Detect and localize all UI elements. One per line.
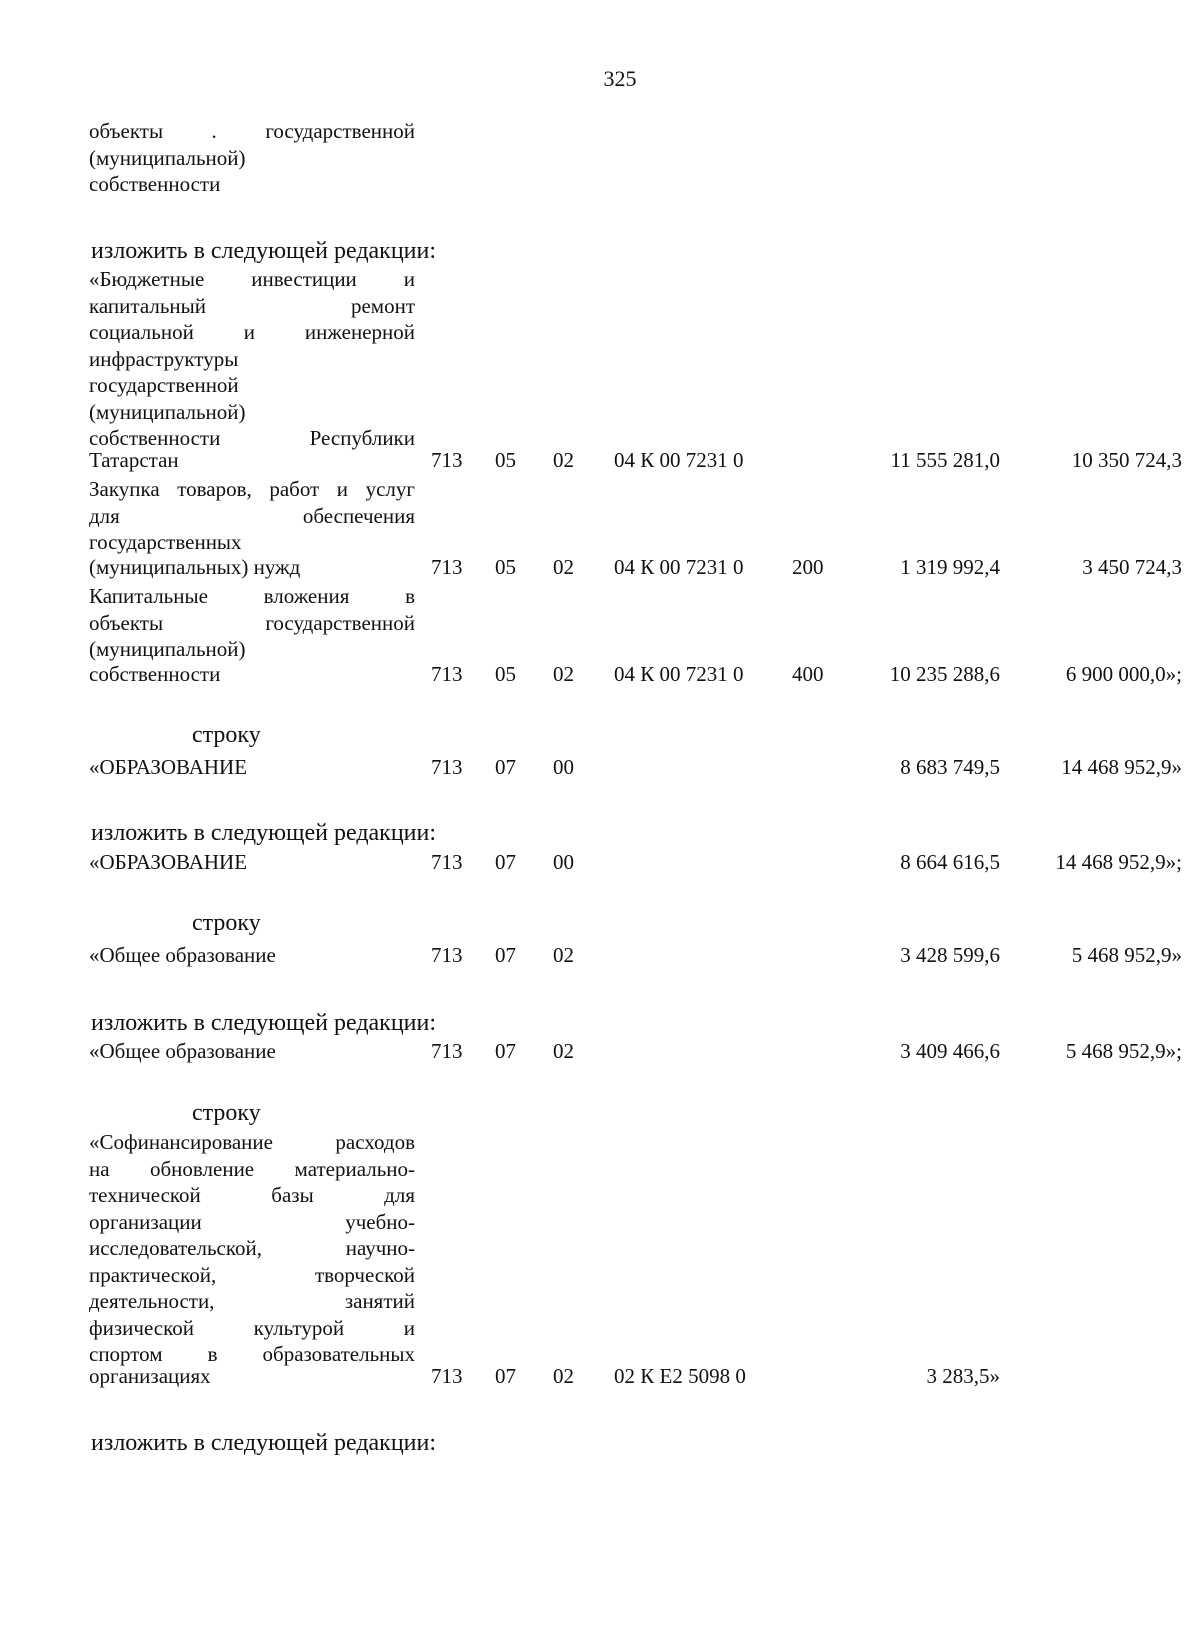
text-block-5: [89, 1129, 415, 1368]
text-line: (муниципальной): [89, 145, 246, 170]
text-line: спортом в образовательных: [89, 1342, 415, 1366]
text-line: (муниципальной): [89, 637, 246, 661]
amount-1: 3 283,5»: [926, 1364, 1000, 1388]
amount-1: 10 235 288,6: [889, 662, 1000, 686]
section-code: 07: [495, 755, 516, 779]
amend-phrase-3: изложить в следующей редакции:: [91, 1010, 437, 1036]
subsection-code: 02: [553, 943, 574, 967]
amount-1: 8 664 616,5: [900, 850, 1000, 874]
subsection-code: 00: [553, 850, 574, 874]
text-block-2: [89, 266, 415, 452]
amount-1: 1 319 992,4: [900, 555, 1000, 579]
text-line: объекты . государственной: [89, 119, 415, 143]
text-line: собственности: [89, 172, 221, 196]
ved-code: 713: [431, 1364, 463, 1388]
amount-2: 3 450 724,3: [1082, 555, 1182, 579]
line-phrase-3: строку: [192, 1100, 261, 1126]
ved-code: 713: [431, 943, 463, 967]
row-label: Татарстан: [89, 448, 179, 472]
row-label: собственности: [89, 662, 221, 686]
text-line: на обновление материально-: [89, 1156, 415, 1181]
expense-type-code: 200: [792, 555, 824, 579]
text-line: технической базы для: [89, 1183, 415, 1207]
amend-phrase-4: изложить в следующей редакции:: [91, 1430, 437, 1456]
row-label: (муниципальных) нужд: [89, 555, 301, 579]
target-article-code: 04 К 00 7231 0: [614, 448, 744, 472]
row-label: «Общее образование: [89, 943, 276, 967]
subsection-code: 02: [553, 448, 574, 472]
section-code: 05: [495, 662, 516, 686]
row-label: организациях: [89, 1364, 211, 1388]
ved-code: 713: [431, 1039, 463, 1063]
text-line: объекты государственной: [89, 610, 415, 635]
amount-1: 8 683 749,5: [900, 755, 1000, 779]
table-row: [0, 662, 1200, 689]
text-line: социальной и инженерной: [89, 320, 415, 344]
amount-2: 10 350 724,3: [1071, 448, 1182, 472]
table-row: [0, 943, 1200, 970]
ved-code: 713: [431, 662, 463, 686]
text-line: инфраструктуры: [89, 346, 239, 371]
text-line: государственных: [89, 530, 242, 554]
table-row: [0, 850, 1200, 877]
target-article-code: 04 К 00 7231 0: [614, 555, 744, 579]
subsection-code: 02: [553, 555, 574, 579]
section-code: 07: [495, 850, 516, 874]
text-line: капитальный ремонт: [89, 293, 415, 318]
text-line: государственной: [89, 373, 239, 397]
subsection-code: 02: [553, 662, 574, 686]
ved-code: 713: [431, 555, 463, 579]
row-label: «ОБРАЗОВАНИЕ: [89, 850, 248, 874]
text-line: «Бюджетные инвестиции и: [89, 267, 415, 291]
text-line: физической культурой и: [89, 1315, 415, 1340]
text-block-1: [89, 118, 415, 198]
amount-2: 14 468 952,9»;: [1055, 850, 1182, 874]
amount-1: 3 409 466,6: [900, 1039, 1000, 1063]
amount-2: 14 468 952,9»: [1061, 755, 1182, 779]
text-block-4: [89, 583, 415, 663]
amount-2: 5 468 952,9»: [1071, 943, 1182, 967]
text-line: (муниципальной): [89, 399, 246, 424]
amend-phrase-2: изложить в следующей редакции:: [91, 820, 437, 846]
line-phrase-1: строку: [192, 722, 261, 748]
amount-2: 6 900 000,0»;: [1065, 662, 1182, 686]
subsection-code: 02: [553, 1039, 574, 1063]
page-number: 325: [603, 66, 637, 91]
section-code: 07: [495, 1364, 516, 1388]
section-code: 05: [495, 555, 516, 579]
text-line: для обеспечения: [89, 503, 415, 528]
ved-code: 713: [431, 448, 463, 472]
table-row: [0, 1039, 1200, 1066]
table-row: [0, 448, 1200, 475]
table-row: [0, 755, 1200, 782]
ved-code: 713: [431, 850, 463, 874]
amend-phrase-1: изложить в следующей редакции:: [91, 238, 437, 264]
text-line: «Софинансирование расходов: [89, 1130, 415, 1154]
section-code: 07: [495, 943, 516, 967]
table-row: [0, 555, 1200, 582]
text-block-3: [89, 476, 415, 556]
text-line: деятельности, занятий: [89, 1289, 415, 1313]
line-phrase-2: строку: [192, 910, 261, 936]
amount-1: 11 555 281,0: [890, 448, 1000, 472]
ved-code: 713: [431, 755, 463, 779]
target-article-code: 04 К 00 7231 0: [614, 662, 744, 686]
section-code: 05: [495, 448, 516, 472]
text-line: исследовательской, научно-: [89, 1236, 415, 1260]
row-label: «Общее образование: [89, 1039, 276, 1063]
subsection-code: 00: [553, 755, 574, 779]
text-line: собственности Республики: [89, 426, 415, 450]
subsection-code: 02: [553, 1364, 574, 1388]
row-label: «ОБРАЗОВАНИЕ: [89, 755, 248, 779]
text-line: Закупка товаров, работ и услуг: [89, 477, 415, 501]
table-row: [0, 1364, 1200, 1391]
target-article-code: 02 К Е2 5098 0: [614, 1364, 746, 1388]
amount-2: 5 468 952,9»;: [1065, 1039, 1182, 1063]
text-line: практической, творческой: [89, 1262, 415, 1287]
amount-1: 3 428 599,6: [900, 943, 1000, 967]
section-code: 07: [495, 1039, 516, 1063]
expense-type-code: 400: [792, 662, 824, 686]
text-line: организации учебно-: [89, 1209, 415, 1234]
text-line: Капитальные вложения в: [89, 584, 415, 608]
